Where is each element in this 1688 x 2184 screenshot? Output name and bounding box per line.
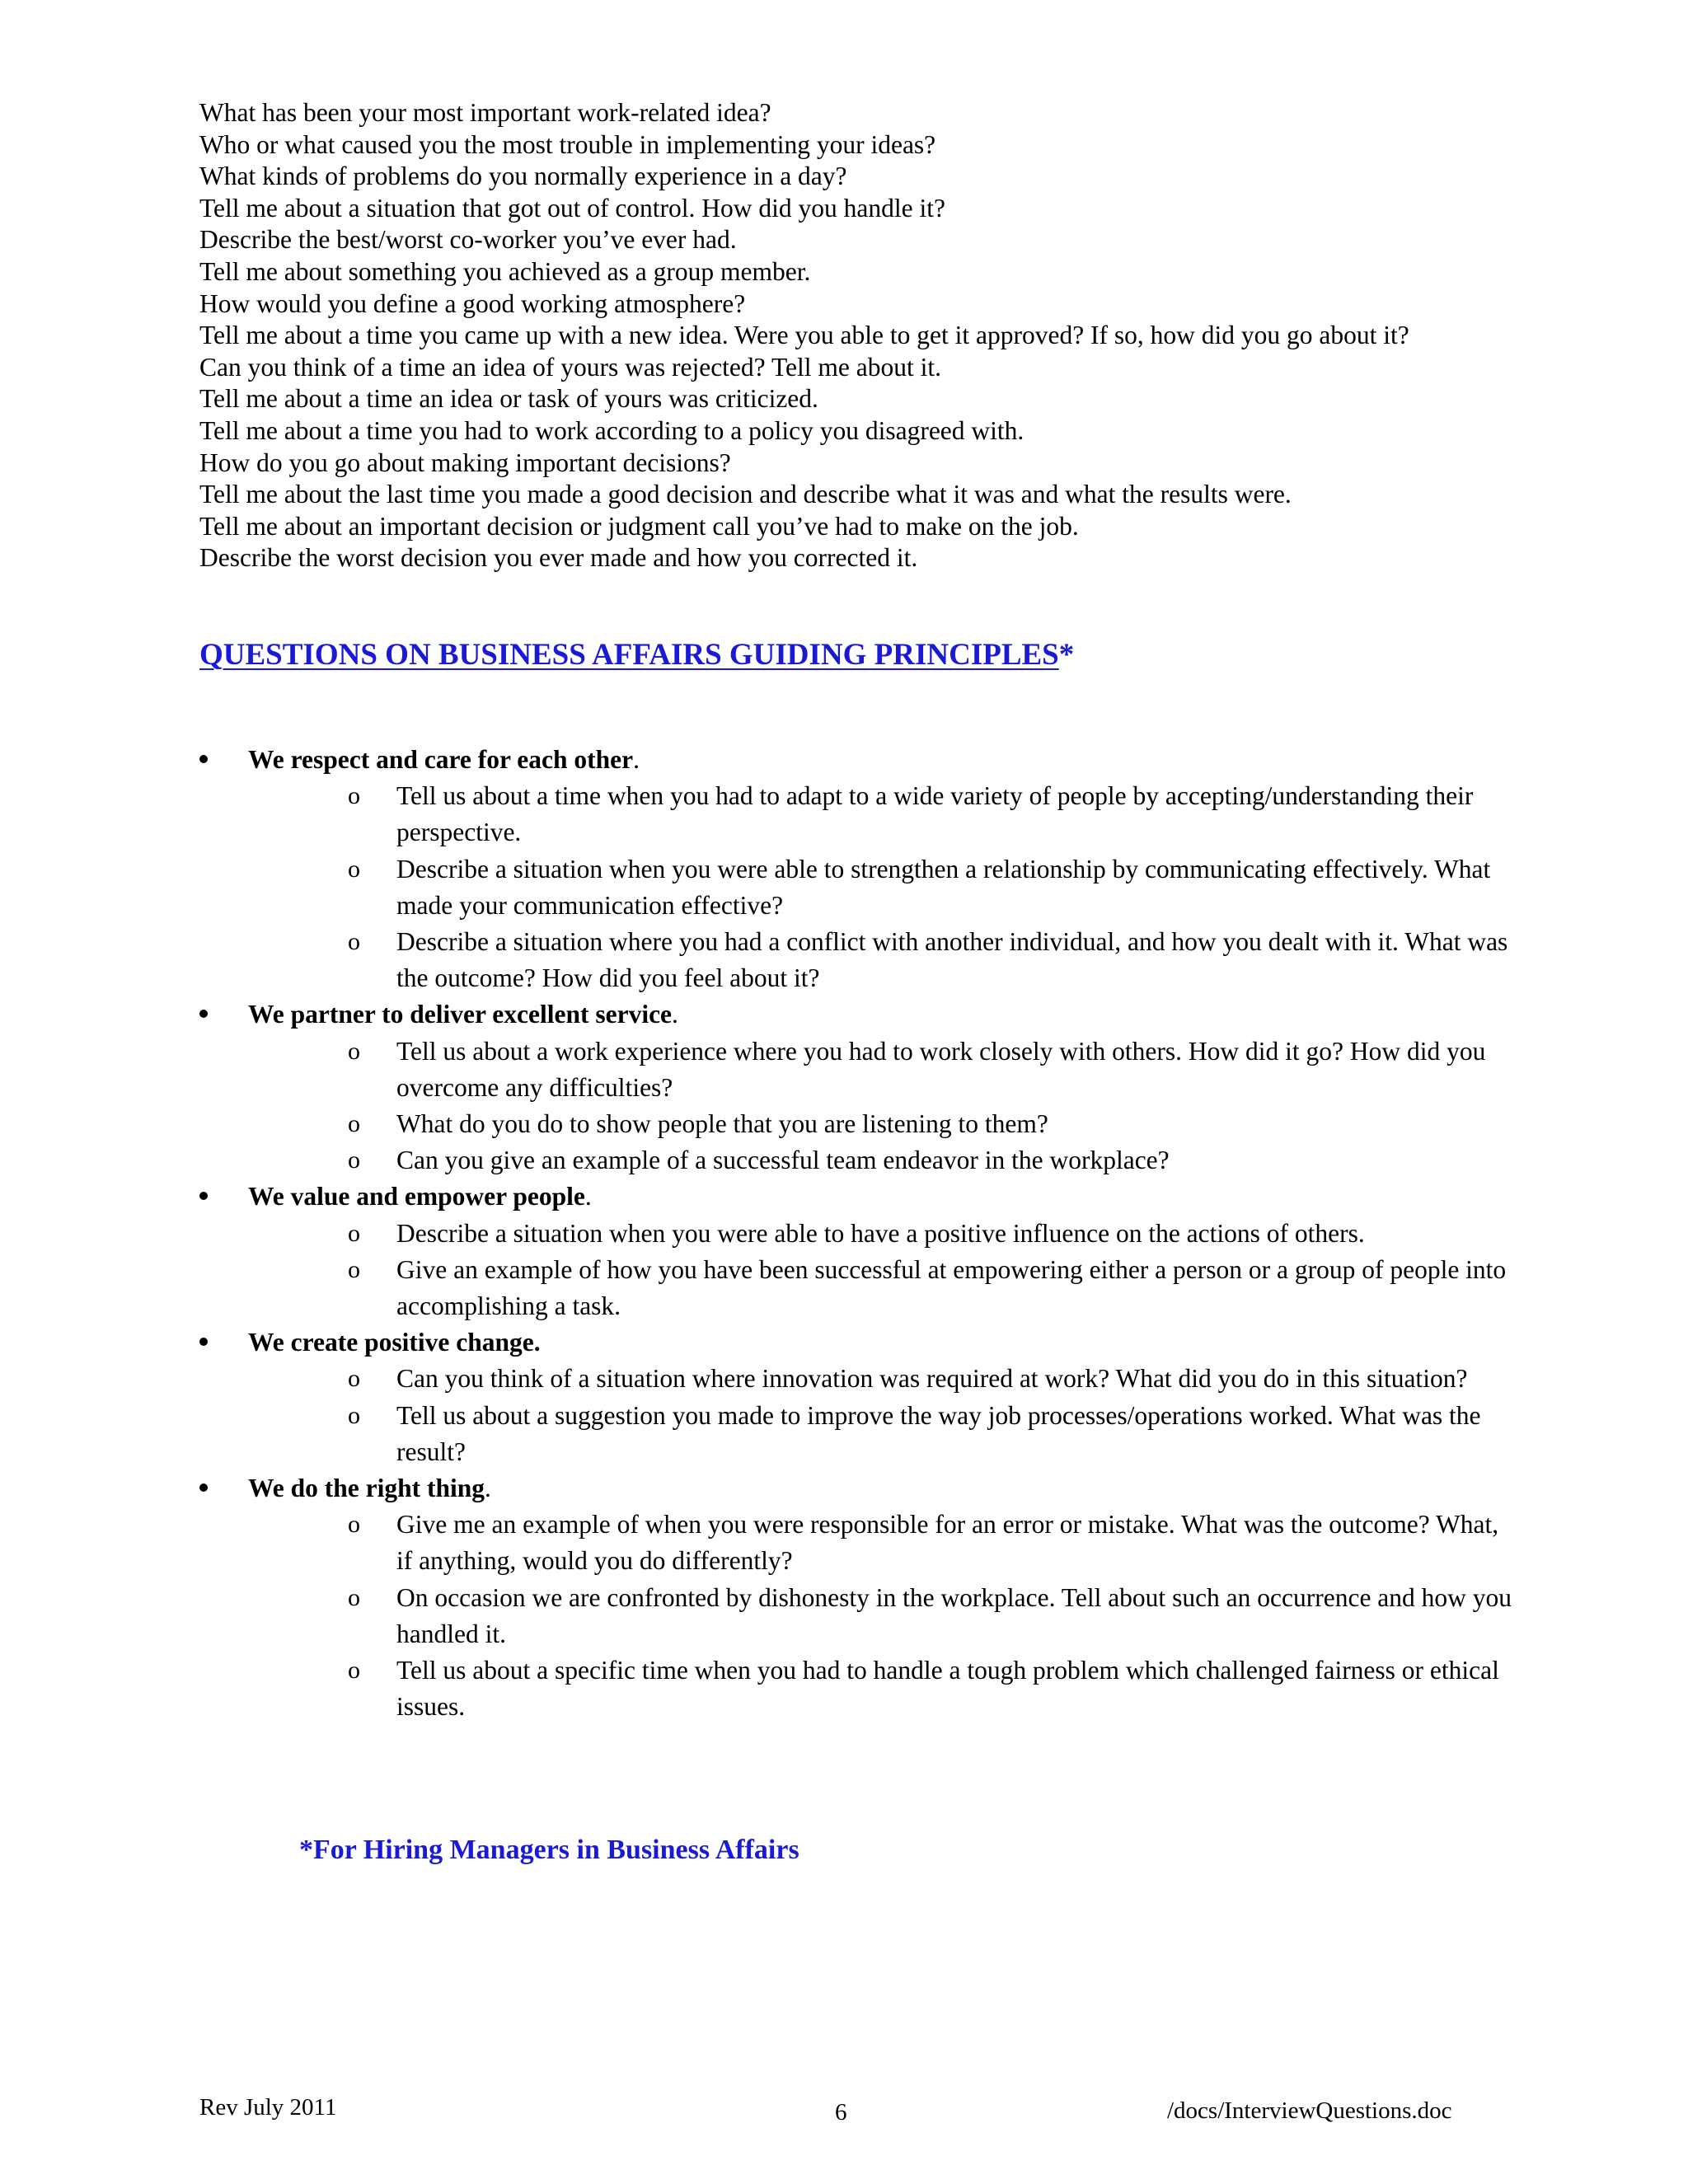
principle-question-text: Describe a situation when you were able to strengthen a relationship by communicating effectively. What made your communication effective? <box>396 854 1491 920</box>
footer-file-path: /docs/InterviewQuestions.doc <box>1167 2097 1452 2124</box>
principle-title: We partner to deliver excellent service <box>248 1000 673 1029</box>
principle-question-text: Describe a situation where you had a conflict with another individual, and how you dealt with it. What was the outcome? How did you feel about it? <box>396 927 1508 993</box>
question-item: Who or what caused you the most trouble in implementing your ideas? <box>199 129 936 159</box>
principle-question <box>248 924 1518 996</box>
bullet-icon <box>199 1470 224 1507</box>
circle-bullet-icon: o <box>348 855 360 883</box>
principle-question <box>248 851 1518 924</box>
principle-question-list <box>248 1033 1518 1179</box>
principle-question <box>248 1580 1518 1652</box>
question-item: Describe the best/worst co-worker you’ve ever had. <box>199 225 737 255</box>
principle-question <box>248 1142 1518 1179</box>
footer-revision: Rev July 2011 <box>199 2094 337 2121</box>
circle-bullet-icon: o <box>348 1219 360 1247</box>
principle-question <box>248 1106 1518 1142</box>
circle-bullet-icon: o <box>348 1146 360 1174</box>
question-item: Tell me about the last time you made a good decision and describe what it was and what the results were. <box>199 480 1292 509</box>
principle-item <box>199 1179 1518 1324</box>
circle-bullet-icon: o <box>348 1255 360 1283</box>
circle-bullet-icon: o <box>348 1511 360 1539</box>
circle-bullet-icon: o <box>348 1583 360 1611</box>
principle-question-text: Give me an example of when you were responsible for an error or mistake. What was the outcome? What, if anything, would you do differently? <box>396 1510 1499 1576</box>
principle-punctuation: . <box>584 1182 592 1212</box>
principle-question <box>248 1398 1518 1470</box>
question-item: What has been your most important work-related idea? <box>199 98 771 127</box>
principle-question-text: Tell us about a work experience where you had to work closely with others. How did it go? How did you overcome any difficulties? <box>396 1036 1486 1102</box>
principle-title: We value and empower people <box>248 1182 585 1212</box>
principle-item <box>199 1324 1518 1470</box>
principle-punctuation: . <box>633 745 640 774</box>
question-item: Tell me about a situation that got out of control. How did you handle it? <box>199 193 945 223</box>
circle-bullet-icon: o <box>348 1110 360 1138</box>
principle-question <box>248 1252 1518 1324</box>
principle-item <box>199 1470 1518 1725</box>
section-heading-asterisk: * <box>1058 638 1075 672</box>
principle-question-text: Describe a situation when you were able to have a positive influence on the actions of others. <box>396 1218 1365 1248</box>
question-item: Tell me about a time an idea or task of yours was criticized. <box>199 384 818 414</box>
bullet-icon <box>199 1324 224 1361</box>
bullet-icon <box>199 742 224 778</box>
principle-question <box>248 1507 1518 1579</box>
question-item: Describe the worst decision you ever made and how you corrected it. <box>199 543 918 573</box>
bullet-icon <box>199 996 224 1033</box>
footnote: *For Hiring Managers in Business Affairs <box>299 1835 799 1865</box>
question-item: Tell me about a time you came up with a new idea. Were you able to get it approved? If so, how did you go about it? <box>199 321 1409 350</box>
principle-question-text: Can you think of a situation where innovation was required at work? What did you do in this situation? <box>396 1364 1468 1394</box>
principle-title: We do the right thing <box>248 1474 485 1503</box>
principle-question-list <box>248 1216 1518 1325</box>
principle-question-text: Give an example of how you have been successful at empowering either a person or a group of people into accomplishing a task. <box>396 1254 1507 1321</box>
circle-bullet-icon: o <box>348 1401 360 1429</box>
principle-question <box>248 1216 1518 1252</box>
principle-question-text: On occasion we are confronted by dishonesty in the workplace. Tell about such an occurrence and how you handled it. <box>396 1582 1512 1648</box>
principle-question <box>248 1652 1518 1725</box>
question-item: Tell me about a time you had to work according to a policy you disagreed with. <box>199 415 1025 445</box>
principle-title: We respect and care for each other <box>248 745 634 774</box>
principle-question-text: Tell us about a time when you had to adapt to a wide variety of people by accepting/understanding their perspective. <box>396 781 1474 847</box>
question-item: How do you go about making important decisions? <box>199 448 731 477</box>
circle-bullet-icon: o <box>348 1657 360 1685</box>
footer-page-number: 6 <box>835 2099 847 2125</box>
question-item: How would you define a good working atmosphere? <box>199 288 746 318</box>
circle-bullet-icon: o <box>348 1365 360 1393</box>
principle-question-list <box>248 778 1518 996</box>
section-heading-text: QUESTIONS ON BUSINESS AFFAIRS GUIDING PRINCIPLES <box>199 638 1059 672</box>
question-list <box>199 97 1535 574</box>
principle-question <box>248 778 1518 851</box>
principle-question-list <box>248 1507 1518 1725</box>
circle-bullet-icon: o <box>348 928 360 956</box>
section-heading <box>199 636 1074 674</box>
question-item: Tell me about something you achieved as a group member. <box>199 256 811 286</box>
principle-question-text: Can you give an example of a successful team endeavor in the workplace? <box>396 1146 1170 1175</box>
principle-question-text: Tell us about a suggestion you made to improve the way job processes/operations worked. What was the result? <box>396 1400 1481 1466</box>
principle-item <box>199 996 1518 1179</box>
principle-title: We create positive change. <box>248 1328 541 1357</box>
question-item: Tell me about an important decision or judgment call you’ve had to make on the job. <box>199 511 1079 541</box>
circle-bullet-icon: o <box>348 1037 360 1065</box>
principle-item <box>199 742 1518 996</box>
question-item: Can you think of a time an idea of yours was rejected? Tell me about it. <box>199 352 941 382</box>
principle-punctuation: . <box>485 1474 491 1503</box>
principle-question-text: What do you do to show people that you are listening to them? <box>396 1109 1048 1139</box>
principle-question <box>248 1361 1518 1397</box>
principle-question-list <box>248 1361 1518 1470</box>
question-item: What kinds of problems do you normally experience in a day? <box>199 162 847 191</box>
bullet-icon <box>199 1179 224 1215</box>
principles-list <box>199 742 1518 1725</box>
principle-question-text: Tell us about a specific time when you had to handle a tough problem which challenged fairness or ethical issues. <box>396 1656 1499 1722</box>
principle-punctuation: . <box>672 1000 678 1029</box>
circle-bullet-icon: o <box>348 782 360 810</box>
principle-question <box>248 1033 1518 1106</box>
